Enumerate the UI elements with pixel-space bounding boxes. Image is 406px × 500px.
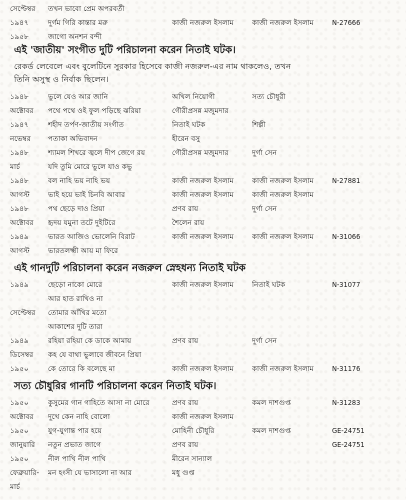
table-row bbox=[0, 452, 406, 466]
section-heading: সত্য চৌধুরির গানটি পরিচালনা করেন নিতাই ঘটক। bbox=[14, 381, 217, 392]
song-cell: পথে পথে ওই ফুল পড়িছে ঝরিয়া bbox=[48, 106, 141, 115]
table-row bbox=[0, 320, 406, 334]
table-row bbox=[0, 174, 406, 188]
date-cell: ফেব্রুয়ারি- bbox=[10, 468, 40, 477]
table-row bbox=[0, 146, 406, 160]
date-cell: ১৯৪৭ bbox=[10, 18, 29, 27]
section-heading: এই গানদুটি পরিচালনা করেন নজরুল স্নেহধন্য নিতাই ঘটক bbox=[14, 263, 246, 274]
singer-cell: নিতাই ঘটক bbox=[252, 280, 286, 289]
lyricist-cell: অখিল নিয়োগী bbox=[172, 92, 215, 101]
song-cell: কহ যে বাথা ভুলাবে জীবনে প্রিয়া bbox=[48, 350, 142, 359]
song-cell: যদি তুমি মোরে ভুলে যাও কভু bbox=[48, 162, 133, 171]
table-row bbox=[0, 104, 406, 118]
lyricist-cell: মোহিনী চৌধুরি bbox=[172, 426, 215, 435]
singer-cell: দুর্গা সেন bbox=[252, 204, 277, 213]
date-cell: আগস্ট bbox=[10, 190, 30, 199]
song-cell: দুর্গম গিরি কান্তার মরু bbox=[48, 18, 108, 27]
table-row bbox=[0, 16, 406, 30]
record-cell: GE-24751 bbox=[332, 441, 365, 449]
table-row bbox=[0, 334, 406, 348]
date-cell: অক্টোবর bbox=[10, 106, 34, 115]
table-row bbox=[0, 438, 406, 452]
song-cell: কুসুমের গান গাহিতে আসা না মোরে bbox=[48, 398, 150, 407]
table-row bbox=[0, 230, 406, 244]
date-cell: ১৯৪৮ bbox=[10, 176, 29, 185]
date-cell: ১৯৫০ bbox=[10, 454, 29, 463]
song-cell: ভারত আজিও ভোলেনি বিরাট bbox=[48, 232, 135, 241]
song-cell: ছেড়ো নাকো মোরে bbox=[48, 280, 103, 289]
date-cell: মার্চ bbox=[10, 162, 20, 171]
song-cell: পতাকা অভিবাদন bbox=[48, 134, 98, 143]
table-row bbox=[0, 410, 406, 424]
lyricist-cell: মীরেন সান্যাল bbox=[172, 454, 213, 463]
singer-cell: দুর্গা সেন bbox=[252, 148, 277, 157]
date-cell: নভেম্বর bbox=[10, 134, 31, 143]
date-cell: ১৯৫০ bbox=[10, 426, 29, 435]
lyricist-cell: হীরেন বসু bbox=[172, 134, 200, 143]
table-row bbox=[0, 30, 406, 44]
section-note bbox=[14, 60, 398, 86]
date-cell: ১৯৪৯ bbox=[10, 280, 29, 289]
record-cell: N-31066 bbox=[332, 233, 361, 241]
table-row bbox=[0, 362, 406, 376]
table-row bbox=[0, 90, 406, 104]
table-row bbox=[0, 348, 406, 362]
song-cell: নীল পাখি নীল পাখি bbox=[48, 454, 106, 463]
table-row bbox=[0, 480, 406, 494]
table-row bbox=[0, 292, 406, 306]
song-cell: আর হাত রাখিও না bbox=[48, 294, 103, 303]
singer-cell: কাজী নজরুল ইসলাম bbox=[252, 364, 314, 373]
song-cell: তোমার আঁখির মতো bbox=[48, 308, 107, 317]
date-cell: অক্টোবর bbox=[10, 218, 34, 227]
date-cell: ১৯৫০ bbox=[10, 364, 29, 373]
table-row bbox=[0, 396, 406, 410]
record-cell: N-27881 bbox=[332, 177, 361, 185]
date-cell: ১৯৫০ bbox=[10, 398, 29, 407]
lyricist-cell: গৌরীপ্রসন্ন মজুমদার bbox=[172, 148, 229, 157]
song-cell: দুখে কেন নাহি বোলো bbox=[48, 412, 111, 421]
table-row bbox=[0, 278, 406, 292]
song-cell: ভারতলক্ষ্মী আয় মা ফিরে bbox=[48, 246, 119, 255]
lyricist-cell: প্রণব রায় bbox=[172, 336, 199, 345]
song-cell: তখন ভাবো প্রেম অপরবর্তী bbox=[48, 4, 125, 13]
song-cell: রহিয়া রহিয়া কে ডাকে আমায় bbox=[48, 336, 132, 345]
lyricist-cell: গৌরীপ্রসন্ন মজুমদার bbox=[172, 106, 229, 115]
date-cell: আগস্ট bbox=[10, 246, 30, 255]
section-heading: এই 'জাতীয়' সংগীত দুটি পরিচালনা করেন নিতাই ঘটক। bbox=[14, 45, 236, 56]
lyricist-cell: প্রণব রায় bbox=[172, 398, 199, 407]
note-line: তিনি অসুস্থ ও নির্বাক ছিলেন। bbox=[14, 74, 109, 84]
song-cell: নতুন প্রভাত জাগে bbox=[48, 440, 101, 449]
date-cell: ১৯৪৭ bbox=[10, 120, 29, 129]
table-row bbox=[0, 132, 406, 146]
date-cell: ১৯৫৮ bbox=[10, 32, 29, 41]
table-row bbox=[0, 160, 406, 174]
song-cell: যুগ-যুগান্ত পার হয়ে bbox=[48, 426, 102, 435]
song-cell: মন হংসী যে ভাসালো না আর bbox=[48, 468, 132, 477]
table-row bbox=[0, 216, 406, 230]
lyricist-cell: কাজী নজরুল ইসলাম bbox=[172, 280, 234, 289]
lyricist-cell: প্রণব রায় bbox=[172, 440, 199, 449]
singer-cell: কমল দাশগুপ্ত bbox=[252, 426, 292, 435]
song-cell: কে তোরে কি বলেছে মা bbox=[48, 364, 115, 373]
date-cell: সেপ্টেম্বর bbox=[10, 4, 36, 13]
date-cell: ১৯৪৮ bbox=[10, 148, 29, 157]
song-cell: হৃদয় যমুনা তটে দুইটিরে bbox=[48, 218, 116, 227]
song-cell: ভাই হয়ে ভাই চিনবি আবার bbox=[48, 190, 126, 199]
date-cell: ১৯৪৮ bbox=[10, 204, 29, 213]
lyricist-cell: কাজী নজরুল ইসলাম bbox=[172, 364, 234, 373]
song-cell: আকাশের দুটি তারা bbox=[48, 322, 103, 331]
date-cell: ১৯৪৯ bbox=[10, 232, 29, 241]
table-row bbox=[0, 118, 406, 132]
record-cell: N-31283 bbox=[332, 399, 361, 407]
table-row bbox=[0, 2, 406, 16]
singer-cell: শিল্পী bbox=[252, 120, 266, 129]
song-cell: জাগো অনশন বন্দী bbox=[48, 32, 102, 41]
lyricist-cell: নিতাই ঘটক bbox=[172, 120, 206, 129]
lyricist-cell: কাজী নজরুল ইসলাম bbox=[172, 232, 234, 241]
date-cell: অক্টোবর bbox=[10, 412, 34, 421]
lyricist-cell: কাজী নজরুল ইসলাম bbox=[172, 412, 234, 421]
song-cell: শ্যামল শিখরে জ্বলে দীপ জেগে রয় bbox=[48, 148, 146, 157]
table-row bbox=[0, 188, 406, 202]
record-cell: GE-24751 bbox=[332, 427, 365, 435]
note-line: রেকর্ড লেবেলে এবং বুলেটিনে সুরকার হিসেবে কাজী নজরুল-এর নাম থাকলেও, তখন bbox=[14, 61, 291, 71]
table-row bbox=[0, 306, 406, 320]
song-cell: বল নাহি ভয় নাহি ভয় bbox=[48, 176, 111, 185]
date-cell: ১৯৪৮ bbox=[10, 92, 29, 101]
singer-cell: সত্য চৌধুরী bbox=[252, 92, 286, 101]
record-cell: N-31077 bbox=[332, 281, 361, 289]
singer-cell: কাজী নজরুল ইসলাম bbox=[252, 18, 314, 27]
lyricist-cell: কাজী নজরুল ইসলাম bbox=[172, 18, 234, 27]
table-row bbox=[0, 202, 406, 216]
date-cell: ১৯৪৯ bbox=[10, 336, 29, 345]
table-row bbox=[0, 466, 406, 480]
lyricist-cell: কাজী নজরুল ইসলাম bbox=[172, 190, 234, 199]
record-cell: N-27666 bbox=[332, 19, 361, 27]
date-cell: জানুয়ারি bbox=[10, 440, 36, 449]
singer-cell: কাজী নজরুল ইসলাম bbox=[252, 232, 314, 241]
lyricist-cell: মধু গুপ্ত bbox=[172, 468, 195, 477]
lyricist-cell: কাজী নজরুল ইসলাম bbox=[172, 176, 234, 185]
singer-cell: দুর্গা সেন bbox=[252, 336, 277, 345]
singer-cell: কাজী নজরুল ইসলাম bbox=[252, 190, 314, 199]
song-cell: শহীদ তর্পণ-জাতীয় সংগীত bbox=[48, 120, 124, 129]
record-cell: N-31176 bbox=[332, 365, 361, 373]
lyricist-cell: শৈলেন রায় bbox=[172, 218, 205, 227]
song-cell: পথ ছেড়ে দাও প্রিয়া bbox=[48, 204, 105, 213]
date-cell: ডিসেম্বর bbox=[10, 350, 34, 359]
date-cell: সেপ্টেম্বর bbox=[10, 308, 36, 317]
lyricist-cell: প্রণব রায় bbox=[172, 204, 199, 213]
table-row bbox=[0, 424, 406, 438]
table-row bbox=[0, 244, 406, 258]
singer-cell: কাজী নজরুল ইসলাম bbox=[252, 176, 314, 185]
date-cell: মার্চ bbox=[10, 482, 20, 491]
singer-cell: কমল দাশগুপ্ত bbox=[252, 398, 292, 407]
song-cell: ভুলে যেও আর জানি bbox=[48, 92, 108, 101]
